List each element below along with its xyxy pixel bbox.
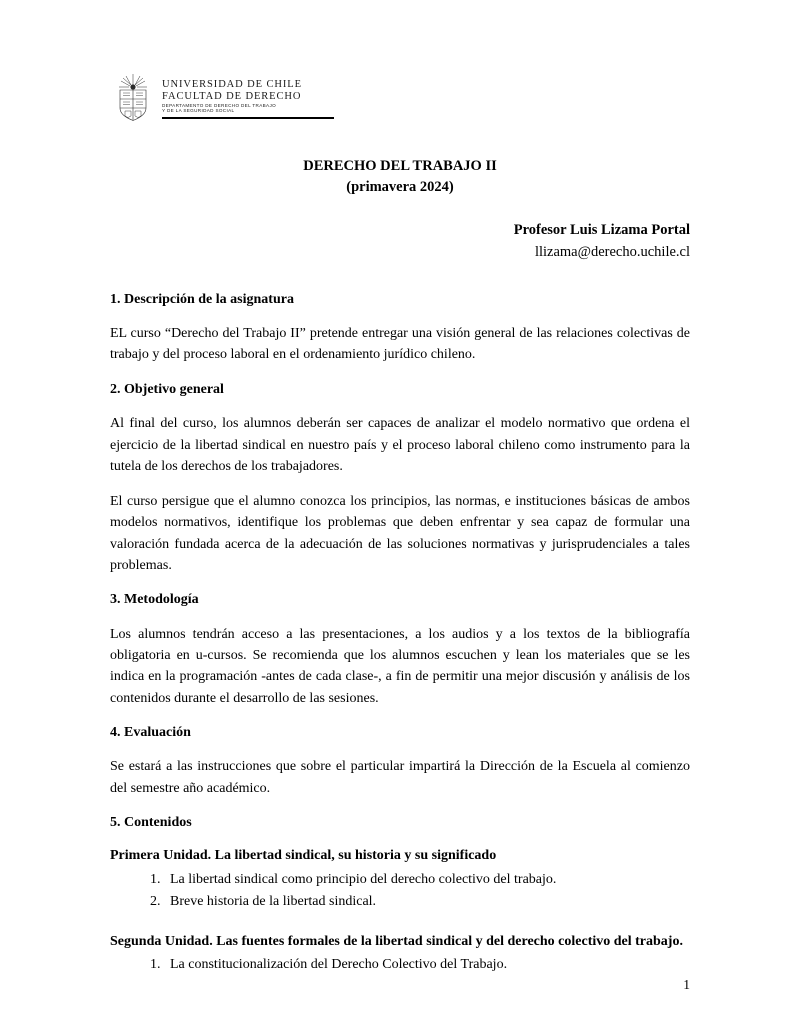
letterhead-rule (162, 117, 334, 119)
page-title: DERECHO DEL TRABAJO II (303, 158, 497, 174)
section-heading-5: 5. Contenidos (110, 814, 192, 830)
page-number: 1 (683, 977, 690, 992)
section-4-paragraph-1: Se estará a las instrucciones que sobre el particular impartirá la Dirección de la Escuela al comienzo del semestre año académico. (110, 759, 690, 796)
unit-title-2: Segunda Unidad. Las fuentes formales de la libertad sindical y del derecho colectivo del trabajo. (110, 933, 683, 949)
letterhead-text (162, 72, 334, 119)
university-crest-icon (112, 72, 154, 122)
section-heading-4: 4. Evaluación (110, 724, 191, 740)
letterhead-faculty: FACULTAD DE DERECHO (162, 91, 302, 103)
section-heading-3: 3. Metodología (110, 592, 199, 608)
unit-list-2 (110, 954, 690, 975)
letterhead-department-line1: DEPARTAMENTO DE DERECHO DEL TRABAJO (162, 103, 277, 109)
unit-title-1: Primera Unidad. La libertad sindical, su historia y su significado (110, 848, 497, 864)
section-heading-1: 1. Descripción de la asignatura (110, 291, 294, 307)
letterhead (110, 72, 690, 122)
page-subtitle: (primavera 2024) (346, 179, 454, 196)
letterhead-department-line2: Y DE LA SEGURIDAD SOCIAL (162, 108, 235, 114)
section-2-paragraph-1: Al final del curso, los alumnos deberán ser capaces de analizar el modelo normativo que ordena el ejercicio de la libertad sindical en nuestro país y el proceso laboral chileno como instrumento para la tutela de los derechos de los trabajadores. (110, 416, 690, 474)
section-heading-2: 2. Objetivo general (110, 381, 224, 397)
section-1-paragraph-1: EL curso “Derecho del Trabajo II” pretende entregar una visión general de las relaciones colectivas de trabajo y del proceso laboral en el ordenamiento jurídico chileno. (110, 326, 690, 363)
professor-name: Profesor Luis Lizama Portal (513, 222, 690, 239)
letterhead-university: UNIVERSIDAD DE CHILE (162, 79, 302, 90)
list-item: 2. Breve historia de la libertad sindical. (164, 891, 690, 912)
list-item: 1. La libertad sindical como principio del derecho colectivo del trabajo. (164, 869, 690, 890)
unit-list-1 (110, 869, 690, 912)
section-2-paragraph-2: El curso persigue que el alumno conozca los principios, las normas, e instituciones básicas de ambos modelos normativos, identifique los problemas que deben enfrentar y sea capaz de formular una valoración fundada acerca de la adecuación de las soluciones normativas y jurisprudenciales a tales problemas. (110, 494, 690, 573)
section-3-paragraph-1: Los alumnos tendrán acceso a las presentaciones, a los audios y a los textos de la bibliografía obligatoria en u-cursos. Se recomienda que los alumnos escuchen y lean los materiales que se les indica en la programación -antes de cada clase-, a fin de permitir una mejor discusión y análisis de los contenidos durante el desarrollo de las sesiones. (110, 626, 690, 706)
list-item: 1. La constitucionalización del Derecho Colectivo del Trabajo. (164, 954, 690, 975)
professor-email: llizama@derecho.uchile.cl (534, 243, 690, 260)
professor-block (110, 220, 690, 264)
